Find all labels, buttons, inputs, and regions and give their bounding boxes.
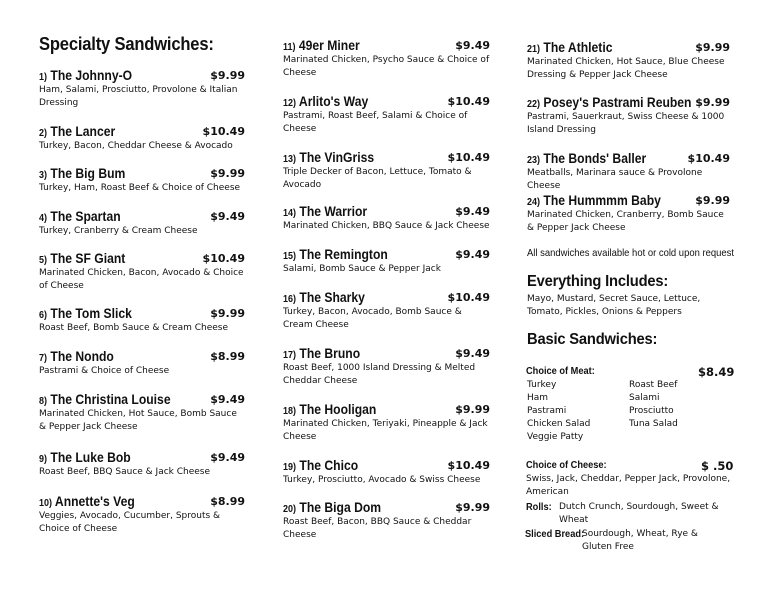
item-number: 9) bbox=[39, 454, 48, 465]
item-description: Marinated Chicken, Hot Sauce, Bomb Sauce & Pepper Jack Cheese bbox=[39, 409, 237, 432]
item-description: Pastrami, Sauerkraut, Swiss Cheese & 1000 Island Dressing bbox=[527, 112, 725, 135]
item-price: $9.99 bbox=[210, 307, 245, 320]
menu-item bbox=[39, 68, 245, 110]
item-price: $10.49 bbox=[202, 125, 245, 138]
item-price: $10.49 bbox=[447, 459, 490, 472]
everything-heading: Everything Includes: bbox=[527, 273, 669, 290]
menu-item bbox=[283, 500, 490, 542]
menu-item bbox=[39, 450, 245, 479]
item-title bbox=[39, 306, 224, 321]
item-price: $10.49 bbox=[447, 151, 490, 164]
item-title bbox=[39, 349, 224, 364]
meat-option: Tuna Salad bbox=[629, 419, 678, 429]
item-title bbox=[283, 402, 469, 417]
item-title bbox=[527, 193, 710, 208]
item-title bbox=[527, 40, 710, 55]
cheese-price: $ .50 bbox=[701, 459, 734, 473]
item-name: Annette's Veg bbox=[54, 494, 135, 509]
menu-item bbox=[283, 346, 490, 388]
menu-item bbox=[39, 306, 245, 335]
item-description: Marinated Chicken, Cranberry, Bomb Sauce & Pepper Jack Cheese bbox=[527, 210, 724, 233]
item-price: $10.49 bbox=[202, 252, 245, 265]
item-description: Marinated Chicken, Teriyaki, Pineapple & Jack Cheese bbox=[283, 419, 488, 442]
item-price: $9.49 bbox=[210, 451, 245, 464]
menu-item bbox=[39, 124, 245, 153]
item-description: Roast Beef, 1000 Island Dressing & Melted Cheddar Cheese bbox=[283, 363, 476, 386]
cheese-list: Swiss, Jack, Cheddar, Pepper Jack, Provolone, American bbox=[526, 474, 731, 497]
item-name: The Athletic bbox=[543, 40, 613, 55]
item-name: The Johnny-O bbox=[50, 68, 133, 83]
item-price: $10.49 bbox=[687, 152, 730, 165]
item-name: Posey's Pastrami Reuben bbox=[543, 95, 692, 110]
meat-price: $8.49 bbox=[698, 365, 735, 379]
item-description: Pastrami, Roast Beef, Salami & Choice of Cheese bbox=[283, 111, 468, 134]
item-description: Roast Beef, BBQ Sauce & Jack Cheese bbox=[39, 467, 211, 477]
menu-item bbox=[527, 151, 730, 193]
item-description: Marinated Chicken, Bacon, Avocado & Choice of Cheese bbox=[39, 268, 244, 291]
item-name: The Big Bum bbox=[50, 166, 126, 181]
item-description: Turkey, Prosciutto, Avocado & Swiss Cheese bbox=[283, 475, 481, 485]
item-title bbox=[39, 494, 224, 509]
item-title bbox=[283, 94, 469, 109]
item-number: 8) bbox=[39, 396, 48, 407]
basic-heading: Basic Sandwiches: bbox=[527, 331, 658, 348]
rolls-list: Dutch Crunch, Sourdough, Sweet & Wheat bbox=[559, 502, 719, 525]
item-name: Arlito's Way bbox=[298, 94, 369, 109]
item-number: 11) bbox=[283, 42, 296, 53]
item-price: $9.99 bbox=[210, 167, 245, 180]
item-number: 15) bbox=[283, 251, 297, 262]
meat-option: Salami bbox=[629, 393, 660, 403]
meat-label: Choice of Meat: bbox=[526, 365, 595, 377]
item-number: 14) bbox=[283, 208, 297, 219]
item-number: 20) bbox=[283, 504, 297, 515]
rolls-label: Rolls: bbox=[526, 501, 552, 513]
item-title bbox=[283, 150, 469, 165]
item-title bbox=[39, 251, 224, 266]
item-name: The Bonds' Baller bbox=[543, 151, 647, 166]
item-price: $9.49 bbox=[455, 347, 490, 360]
item-name: The Hooligan bbox=[299, 402, 377, 417]
item-description: Roast Beef, Bacon, BBQ Sauce & Cheddar Cheese bbox=[283, 517, 472, 540]
item-price: $10.49 bbox=[447, 95, 490, 108]
everything-text: Mayo, Mustard, Secret Sauce, Lettuce, Tomato, Pickles, Onions & Peppers bbox=[527, 294, 701, 317]
item-title bbox=[283, 290, 469, 305]
item-description: Marinated Chicken, BBQ Sauce & Jack Cheese bbox=[283, 221, 490, 231]
menu-item bbox=[283, 247, 490, 276]
item-name: The Remington bbox=[299, 247, 388, 262]
menu-item bbox=[283, 290, 490, 332]
item-name: The VinGriss bbox=[299, 150, 375, 165]
item-description: Salami, Bomb Sauce & Pepper Jack bbox=[283, 264, 441, 274]
item-price: $9.99 bbox=[695, 41, 730, 54]
item-price: $9.49 bbox=[210, 210, 245, 223]
item-title bbox=[283, 247, 469, 262]
item-name: The Luke Bob bbox=[50, 450, 131, 465]
item-name: The Spartan bbox=[50, 209, 121, 224]
meat-option: Chicken Salad bbox=[527, 419, 591, 429]
item-number: 18) bbox=[283, 406, 297, 417]
menu-item bbox=[527, 40, 730, 82]
meat-option: Roast Beef bbox=[629, 380, 678, 390]
item-price: $9.99 bbox=[695, 194, 730, 207]
item-price: $9.49 bbox=[210, 393, 245, 406]
menu-item bbox=[39, 251, 245, 293]
menu-item bbox=[283, 38, 490, 80]
meat-option: Turkey bbox=[527, 380, 557, 390]
item-number: 5) bbox=[39, 255, 48, 266]
item-title bbox=[39, 450, 224, 465]
item-number: 16) bbox=[283, 294, 297, 305]
menu-item bbox=[39, 349, 245, 378]
item-number: 4) bbox=[39, 213, 48, 224]
item-title bbox=[39, 392, 224, 407]
item-description: Roast Beef, Bomb Sauce & Cream Cheese bbox=[39, 323, 229, 333]
item-number: 22) bbox=[527, 99, 541, 110]
item-title bbox=[283, 204, 469, 219]
item-number: 12) bbox=[283, 98, 297, 109]
item-title bbox=[39, 68, 224, 83]
item-name: The Christina Louise bbox=[50, 392, 171, 407]
menu-item bbox=[283, 402, 490, 444]
item-title bbox=[39, 166, 224, 181]
menu-item bbox=[39, 392, 245, 434]
meat-option: Ham bbox=[527, 393, 549, 403]
item-number: 21) bbox=[527, 44, 541, 55]
menu-item bbox=[283, 150, 490, 192]
item-description: Ham, Salami, Prosciutto, Provolone & Italian Dressing bbox=[39, 85, 238, 108]
item-price: $9.99 bbox=[455, 501, 490, 514]
item-name: The Hummmm Baby bbox=[543, 193, 661, 208]
item-name: The SF Giant bbox=[50, 251, 126, 266]
menu-item bbox=[39, 209, 245, 238]
item-title bbox=[283, 500, 469, 515]
meat-option: Pastrami bbox=[527, 406, 567, 416]
item-name: The Biga Dom bbox=[299, 500, 382, 515]
item-description: Turkey, Ham, Roast Beef & Choice of Cheese bbox=[39, 183, 241, 193]
item-description: Turkey, Cranberry & Cream Cheese bbox=[39, 226, 198, 236]
item-name: The Lancer bbox=[50, 124, 116, 139]
item-number: 23) bbox=[527, 155, 541, 166]
hot-cold-note: All sandwiches available hot or cold upon request bbox=[527, 247, 734, 259]
item-name: The Chico bbox=[299, 458, 359, 473]
sliced-bread-list: Sourdough, Wheat, Rye & Gluten Free bbox=[582, 529, 698, 552]
item-description: Marinated Chicken, Psycho Sauce & Choice of Cheese bbox=[283, 55, 490, 78]
item-price: $8.99 bbox=[210, 350, 245, 363]
item-number: 1) bbox=[39, 72, 48, 83]
item-description: Turkey, Bacon, Cheddar Cheese & Avocado bbox=[39, 141, 233, 151]
item-number: 17) bbox=[283, 350, 297, 361]
item-price: $10.49 bbox=[447, 291, 490, 304]
item-description: Meatballs, Marinara sauce & Provolone Cheese bbox=[527, 168, 703, 191]
item-description: Marinated Chicken, Hot Sauce, Blue Cheese Dressing & Pepper Jack Cheese bbox=[527, 57, 725, 80]
item-number: 19) bbox=[283, 462, 297, 473]
item-description: Veggies, Avocado, Cucumber, Sprouts & Choice of Cheese bbox=[39, 511, 221, 534]
item-description: Pastrami & Choice of Cheese bbox=[39, 366, 170, 376]
menu-item bbox=[283, 94, 490, 136]
menu-item bbox=[283, 458, 490, 487]
item-price: $9.49 bbox=[455, 205, 490, 218]
item-title bbox=[283, 38, 469, 53]
item-price: $9.99 bbox=[210, 69, 245, 82]
item-name: 49er Miner bbox=[298, 38, 360, 53]
item-price: $9.99 bbox=[455, 403, 490, 416]
item-name: The Tom Slick bbox=[50, 306, 132, 321]
item-number: 24) bbox=[527, 197, 541, 208]
meat-option: Prosciutto bbox=[629, 406, 674, 416]
item-number: 7) bbox=[39, 353, 48, 364]
item-title bbox=[283, 346, 469, 361]
item-price: $9.99 bbox=[695, 96, 730, 109]
item-number: 10) bbox=[39, 498, 53, 509]
menu-item bbox=[39, 494, 245, 536]
cheese-label: Choice of Cheese: bbox=[526, 459, 607, 471]
menu-item bbox=[527, 193, 730, 235]
item-title bbox=[527, 151, 710, 166]
item-name: The Sharky bbox=[299, 290, 365, 305]
meats-left bbox=[527, 379, 590, 444]
item-name: The Warrior bbox=[299, 204, 368, 219]
item-title bbox=[39, 209, 224, 224]
sliced-bread-label: Sliced Bread: bbox=[525, 528, 585, 540]
menu-item bbox=[283, 204, 490, 233]
item-price: $8.99 bbox=[210, 495, 245, 508]
item-title bbox=[283, 458, 469, 473]
item-number: 2) bbox=[39, 128, 48, 139]
item-number: 6) bbox=[39, 310, 48, 321]
meat-option: Veggie Patty bbox=[527, 432, 584, 442]
item-name: The Bruno bbox=[299, 346, 361, 361]
item-number: 13) bbox=[283, 154, 297, 165]
item-description: Triple Decker of Bacon, Lettuce, Tomato & Avocado bbox=[283, 167, 472, 190]
specialty-heading: Specialty Sandwiches: bbox=[39, 34, 214, 54]
item-number: 3) bbox=[39, 170, 48, 181]
menu-item bbox=[527, 95, 730, 137]
item-description: Turkey, Bacon, Avocado, Bomb Sauce & Cream Cheese bbox=[283, 307, 462, 330]
item-price: $9.49 bbox=[455, 248, 490, 261]
item-title bbox=[39, 124, 224, 139]
item-price: $9.49 bbox=[455, 39, 490, 52]
meats-right bbox=[629, 379, 678, 431]
item-title bbox=[527, 95, 710, 110]
item-name: The Nondo bbox=[50, 349, 114, 364]
menu-item bbox=[39, 166, 245, 195]
